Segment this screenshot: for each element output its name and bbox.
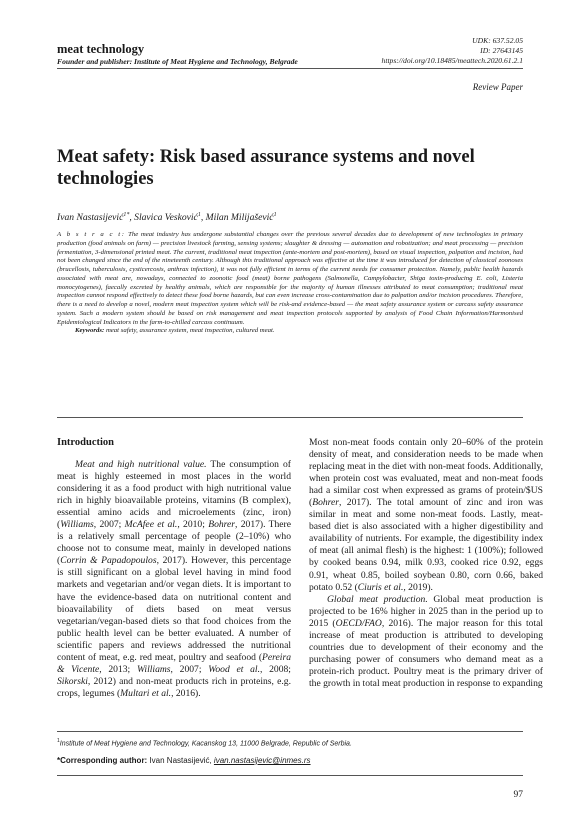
header-rule: [57, 68, 523, 69]
abstract-lead: A b s t r a c t:: [57, 231, 126, 238]
abstract-text: The meat industry has undergone substantial changes over the previous several decades due to development of new technologies in primary production (food animals on farm) — precision livestock farming, sensing systems; slaughter & dressing — automation and robotization; and meat processing — precision fermentation, 3-dimensional printed meat. The current, traditional meat inspection (ante-mortem and post-mortem), based on visual inspection, palpation and incision, had not been changed since the end of the nineteenth century. Although this traditional approach was effective at the time it was introduced for detection of classical zoonoses (brucellosis, tuberculosis, cysticercosis, anthrax infection), it was not fully efficient in terms of the current needs for consumer protection. Namely, public health hazards associated with meat are, nowadays, connected to zoonotic food (meat) borne pathogens (Salmonella, Campylobacter, Shiga toxin-producing E. coli, Listeria monocytogenes), faecally excreted by healthy animals, which are responsible for the majority of human illnesses attributed to meat consumption; traditional meat inspection cannot respond effectively to detect these food borne hazards, but can even increase cross-contamination due to palpation and/or incision procedures. Therefore, there is a need to develop a novel, modern meat inspection system which will be risk-and evidence-based — the meat safety assurance system or carcass safety assurance system. Such a modern system should be based on risk management and meat inspection protocols supported by analysis of Food Chain Information/Harmonised Epidemiological Indicators in the farm-to-chilled carcass continuum.: [57, 231, 523, 326]
abstract-rule: [57, 417, 523, 418]
keywords-label: Keywords:: [75, 327, 105, 335]
publisher-line: Founder and publisher: Institute of Meat Hygiene and Technology, Belgrade: [57, 57, 298, 66]
author-1-affiliation: 1*: [123, 212, 130, 218]
keywords-text: meat safety, assurance system, meat inspection, cultured meat.: [104, 327, 275, 335]
udk-code: UDK: 637.52.05: [472, 36, 523, 45]
author-1: Ivan Nastasijević: [57, 212, 124, 224]
paragraph-protein-density: Most non-meat foods contain only 20–60% of the protein density of meat, and consideration needs to be made when replacing meat in the diet with non-meat foods. Additionally, when protein cost was evaluated, meat and non-meat foods had a similar cost when expressed as grams of protein/$US (Bohrer, 2017). The total amount of zinc and iron was similar in meat and some non-meat foods. Lastly, meat-based diet is also associated with a higher digestibility and availability of nutrients. For example, the digestibility index of meat (all animal flesh) is the highest: 1 (100%); followed by cooked beans 0.94, milk 0.93, cooked rice 0.92, eggs 0.91, wheat 0.85, boiled soybean 0.80, corn 0.66, baked potato 0.52 (Ciuris et al., 2019).: [309, 437, 543, 593]
article-identifiers: [382, 36, 523, 66]
author-3-affiliation: 1: [273, 212, 277, 218]
article-title: Meat safety: Risk based assurance systems and novel technologies: [57, 147, 475, 189]
page-number: 97: [513, 790, 523, 800]
bottom-rule: [57, 775, 523, 776]
author-email-link[interactable]: ivan.nastasijevic@inmes.rs: [213, 756, 311, 765]
author-2: , Slavica Vesković: [129, 212, 198, 224]
right-column: [309, 437, 543, 690]
abstract: [57, 231, 523, 336]
author-list: [57, 212, 277, 223]
article-id: ID: 27643145: [480, 46, 523, 55]
paragraph-meat-nutrition: Meat and high nutritional value. The consumption of meat is highly esteemed in most places in the world considering it as a food product with high nutritional value rich in highly bioavailable proteins, vitamins (B complex), essential amino acids and microelements (zinc, iron) (Williams, 2007; McAfee et al., 2010; Bohrer, 2017). There is a relatively small percentage of people (2–10%) who choose not to consume meat, mainly in developed nations (Corrin & Papadopoulos, 2017). However, this percentage is still significant on a global level having in mind food markets and vegetarian and/or vegan diets. It is important to have the evidence-based data on nutritional content and bioavailability of diets based on meat versus vegetarian/vegan-based diets so that food choices from the public health level can be better evaluated. A number of scientific papers and reviews addressed the nutritional content of meat, e.g. red meat, poultry and seafood (Pereira & Vicente, 2013; Williams, 2007; Wood et al., 2008; Sikorski, 2012) and non-meat products rich in proteins, e.g. crops, legumes (Multari et al., 2016).: [57, 459, 292, 699]
doi-link[interactable]: https://doi.org/10.18485/meattech.2020.61.2.1: [381, 56, 523, 65]
journal-name: meat technology: [57, 42, 145, 56]
section-heading-introduction: Introduction: [57, 437, 114, 448]
paragraph-global-production: Global meat production. Global meat production is projected to be 16% higher in 2025 than in the period up to 2015 (OECD/FAO, 2016). The major reason for this total increase of meat production is attributed to developing countries due to development of their economy and the purchasing power of consumers who demand meat as a protein-rich product. Poultry meat is the primary driver of the growth in total meat production in response to expanding: [309, 593, 544, 689]
affiliation-footnote: $^1$Institute of Meat Hygiene and Technology, Kacanskog 13, 11000 Belgrade, Republic of Serbia.: [57, 738, 352, 748]
left-column: [57, 459, 291, 700]
author-3: , Milan Milijašević: [200, 212, 274, 224]
paper-type: Review Paper: [472, 82, 523, 92]
corresponding-author: *Corresponding author: Ivan Nastasijević, ivan.nastasijevic@inmes.rs: [57, 756, 311, 765]
footnote-rule: [57, 731, 523, 732]
author-2-affiliation: 1: [197, 212, 201, 218]
